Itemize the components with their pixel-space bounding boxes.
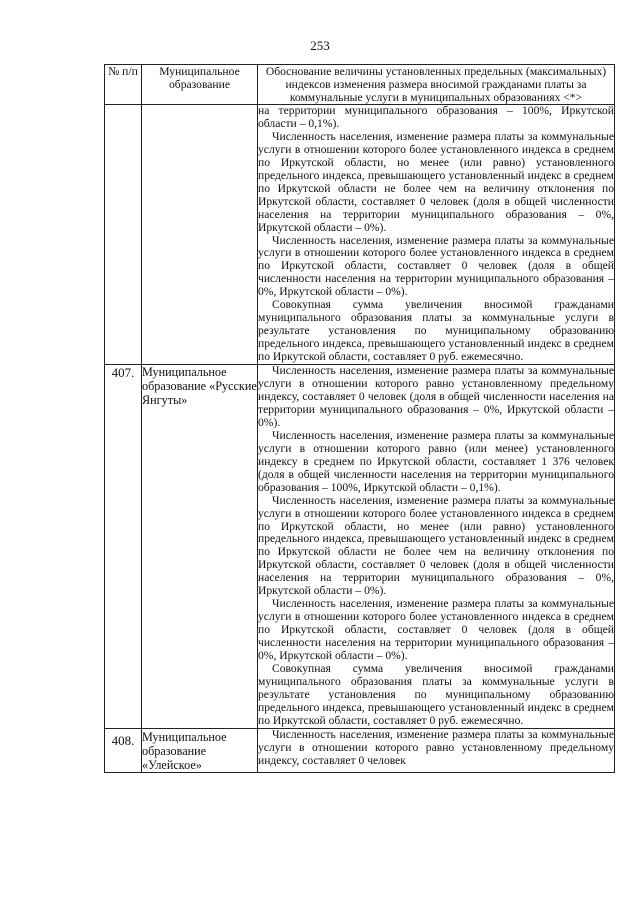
row-number: 408. (105, 728, 142, 772)
row-justification (258, 105, 615, 365)
header-municipality: Муниципальное образование (142, 65, 258, 105)
row-municipality: Муниципальное образование «Улейское» (142, 728, 258, 772)
table-row (105, 365, 615, 729)
table-row (105, 728, 615, 772)
paragraph: Численность населения, изменение размера платы за коммунальные услуги в отношении которого более установленного индекса в среднем по Иркутской области, но менее (или равно) установленного предельного индекса, превышающего установленный индекс в среднем по Иркутской области не более чем на величину отклонения по Иркутской области, составляет 0 человек (доля в общей численности населения на территории муниципального образования – 0%, Иркутской области – 0%). (258, 129, 614, 234)
table-header-row (105, 65, 615, 105)
paragraph: Численность населения, изменение размера платы за коммунальные услуги в отношении которого равно установленному предельному индексу, составляет 0 человек (258, 727, 614, 767)
header-number: № п/п (105, 65, 142, 105)
paragraph: Совокупная сумма увеличения вносимой гражданами муниципального образования платы за коммунальные услуги в результате установления по муниципальному образованию предельного индекса, превышающего установленный индекс в среднем по Иркутской области, составляет 0 руб. ежемесячно. (258, 661, 614, 727)
row-municipality (142, 105, 258, 365)
page-number: 253 (310, 38, 330, 53)
paragraph: Численность населения, изменение размера платы за коммунальные услуги в отношении которого более установленного индекса в среднем по Иркутской области, составляет 0 человек (доля в общей численности населения на территории муниципального образования – 0%, Иркутской области – 0%). (258, 597, 614, 663)
justification-table (104, 64, 615, 773)
row-number (105, 105, 142, 365)
paragraph: Численность населения, изменение размера платы за коммунальные услуги в отношении которого равно (или менее) установленного индексу в среднем по Иркутской области, составляет 1 376 человек (доля в общей численности населения на территории муниципального образования – 100%, Иркутской области – 0,1%). (258, 428, 614, 494)
header-justification: Обоснование величины установленных предельных (максимальных) индексов изменения размера вносимой гражданами платы за коммунальные услуги в муниципальных образованиях <*> (258, 65, 615, 105)
paragraph: на территории муниципального образования – 100%, Иркутской области – 0,1%). (258, 104, 614, 130)
row-justification (258, 728, 615, 772)
row-municipality: Муниципальное образование «Русские Янгуты» (142, 365, 258, 729)
table-row (105, 105, 615, 365)
paragraph: Совокупная сумма увеличения вносимой гражданами муниципального образования платы за коммунальные услуги в результате установления по муниципальному образованию предельного индекса, превышающего установленный индекс в среднем по Иркутской области, составляет 0 руб. ежемесячно. (258, 298, 614, 364)
paragraph: Численность населения, изменение размера платы за коммунальные услуги в отношении которого более установленного индекса в среднем по Иркутской области, но менее (или равно) установленного предельного индекса, превышающего установленный индекс в среднем по Иркутской области не более чем на величину отклонения по Иркутской области, составляет 0 человек (доля в общей численности населения на территории муниципального образования – 0%, Иркутской области – 0%). (258, 493, 614, 598)
row-number: 407. (105, 365, 142, 729)
paragraph: Численность населения, изменение размера платы за коммунальные услуги в отношении которого равно установленному предельному индексу, составляет 0 человек (доля в общей численности населения на территории муниципального образования – 0%, Иркутской области – 0%). (258, 364, 614, 429)
row-justification (258, 365, 615, 729)
paragraph: Численность населения, изменение размера платы за коммунальные услуги в отношении которого более установленного индекса в среднем по Иркутской области, составляет 0 человек (доля в общей численности населения на территории муниципального образования – 0%, Иркутской области – 0%). (258, 233, 614, 299)
